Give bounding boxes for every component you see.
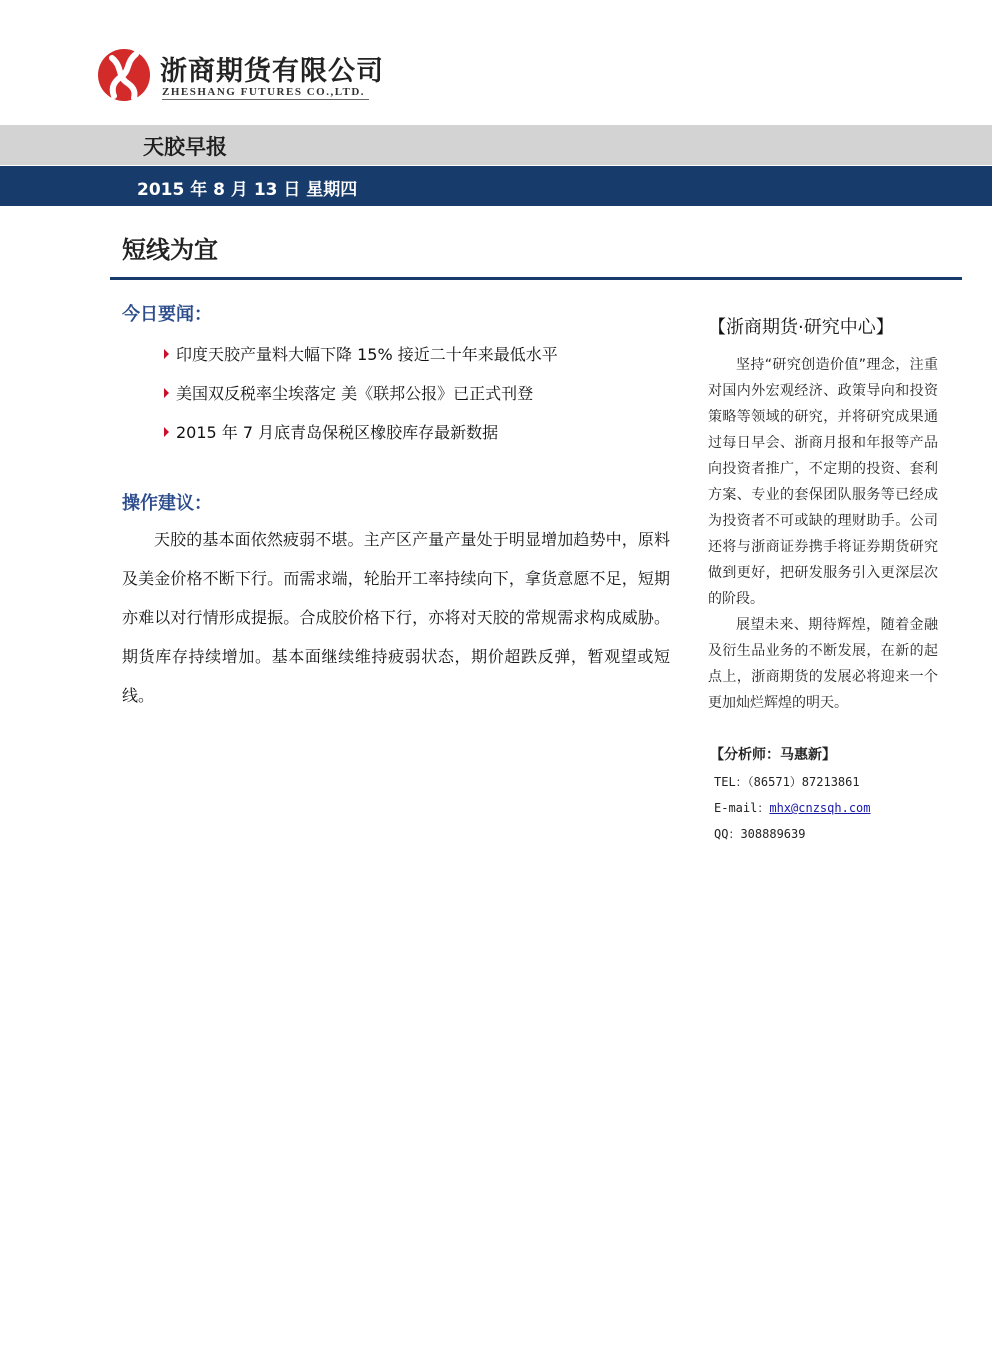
bullet-arrow-icon xyxy=(164,388,169,398)
analyst-qq: QQ：308889639 xyxy=(714,827,806,841)
advice-body: 天胶的基本面依然疲弱不堪。主产区产量产量处于明显增加趋势中，原料及美金价格不断下行。而需求端，轮胎开工率持续向下，拿货意愿不足，短期亦难以对行情形成提振。合成胶价格下行，亦将对天胶的常规需求构成威胁。期货库存持续增加。基本面继续维持疲弱状态，期价超跌反弹，暂观望或短线。 xyxy=(122,530,670,705)
analyst-name: 【分析师：马惠新】 xyxy=(710,747,836,763)
news-item: 美国双反税率尘埃落定 美《联邦公报》已正式刊登 xyxy=(164,373,558,412)
analyst-email-line xyxy=(714,799,871,816)
report-name-band xyxy=(0,125,992,165)
sidebar-intro: 坚持“研究创造价值”理念，注重对国内外宏观经济、政策导向和投资策略等领域的研究，并将研究成果通过每日早会、浙商月报和年报等产品向投资者推广，不定期的投资、套利方案、专业的套保团队服务等已经成为投资者不可或缺的理财助手。公司还将与浙商证券携手将证券期货研究做到更好，把研发服务引入更深层次的阶段。 xyxy=(708,357,938,607)
news-item: 2015 年 7 月底青岛保税区橡胶库存最新数据 xyxy=(164,412,558,451)
report-date-band xyxy=(0,166,992,206)
sidebar-outlook: 展望未来、期待辉煌，随着金融及衍生品业务的不断发展，在新的起点上，浙商期货的发展必将迎来一个更加灿烂辉煌的明天。 xyxy=(708,617,938,711)
sidebar-title: 【浙商期货·研究中心】 xyxy=(708,317,894,338)
news-section-title: 今日要闻： xyxy=(122,304,212,325)
company-name-en: ZHESHANG FUTURES CO.,LTD. xyxy=(162,86,366,98)
report-date: 2015 年 8 月 13 日 星期四 xyxy=(137,180,358,200)
advice-section-title: 操作建议： xyxy=(122,493,212,514)
report-name: 天胶早报 xyxy=(143,135,227,159)
email-link[interactable]: mhx@cnzsqh.com xyxy=(769,801,871,815)
analyst-tel: TEL：（86571）87213861 xyxy=(714,775,860,789)
logo-emblem-icon xyxy=(96,46,152,102)
logo-divider xyxy=(162,99,369,100)
email-label: E-mail： xyxy=(714,801,770,815)
bullet-arrow-icon xyxy=(164,349,169,359)
news-list xyxy=(164,334,558,451)
report-headline: 短线为宜 xyxy=(122,236,218,264)
bullet-arrow-icon xyxy=(164,427,169,437)
company-name-cn: 浙商期货有限公司 xyxy=(160,56,384,87)
company-logo xyxy=(96,46,386,106)
headline-divider xyxy=(110,277,962,280)
news-item: 印度天胶产量料大幅下降 15% 接近二十年来最低水平 xyxy=(164,334,558,373)
